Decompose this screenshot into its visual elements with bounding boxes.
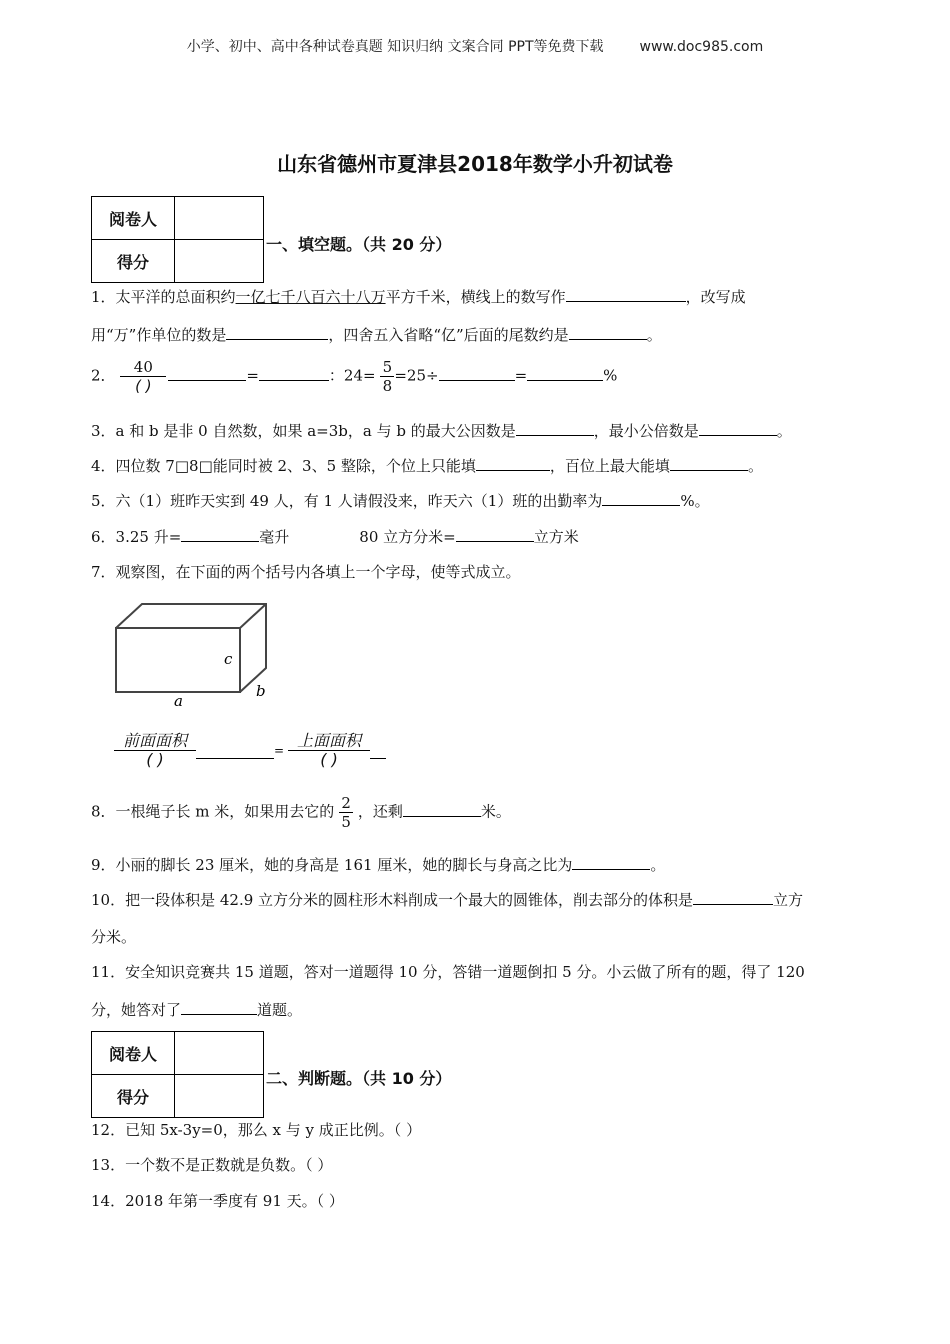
question-10-cont — [91, 927, 136, 947]
label-c: c — [224, 650, 233, 668]
q9-text-b: 。 — [650, 856, 666, 874]
q3-text-c: 。 — [776, 422, 792, 440]
answer-blank[interactable] — [476, 455, 550, 471]
answer-blank[interactable] — [527, 365, 603, 381]
q8-text-a: 8．一根绳子长 m 米，如果用去它的 — [91, 802, 335, 821]
answer-blank[interactable] — [516, 420, 594, 436]
question-5 — [91, 490, 710, 511]
answer-blank[interactable] — [456, 526, 534, 542]
score-box-cell — [175, 240, 264, 283]
answer-blank[interactable] — [226, 324, 328, 340]
answer-blank[interactable] — [370, 743, 386, 759]
label-a: a — [174, 692, 183, 708]
q10-text-b: 立方 — [773, 891, 804, 909]
numerator: 2 — [339, 794, 353, 813]
question-12: 12．已知 5x-3y=0，那么 x 与 y 成正比例。（ ） — [91, 1121, 422, 1139]
cuboid-edge — [240, 604, 266, 628]
cuboid-figure — [108, 600, 278, 708]
question-2 — [91, 358, 617, 395]
numerator: 40 — [120, 358, 166, 377]
q7-equation — [114, 732, 386, 769]
q6-text-d: 立方米 — [533, 528, 579, 546]
answer-blank[interactable] — [439, 365, 515, 381]
score-box-cell — [175, 1032, 264, 1075]
question-4 — [91, 455, 763, 476]
q7-text: 7．观察图，在下面的两个括号内各填上一个字母，使等式成立。 — [91, 563, 521, 581]
q2-fraction-2 — [380, 358, 394, 395]
answer-blank[interactable] — [670, 455, 748, 471]
q8-fraction — [339, 794, 353, 831]
q1-text: 1．太平洋的总面积约 — [91, 288, 236, 306]
q1-text-b: 平方千米，横线上的数写作 — [385, 288, 566, 306]
q2-pct: % — [603, 366, 618, 385]
label-b: b — [256, 682, 266, 700]
score-box-label-reviewer: 阅卷人 — [92, 1032, 175, 1075]
denominator: ( ) — [146, 750, 164, 769]
question-11-cont — [91, 999, 302, 1020]
question-6 — [91, 526, 579, 547]
denominator: ( ) — [135, 377, 152, 395]
q5-text-b: %。 — [680, 492, 710, 510]
denominator: ( ) — [320, 750, 338, 769]
score-box-label-score: 得分 — [92, 1075, 175, 1118]
page-title: 山东省德州市夏津县2018年数学小升初试卷 — [277, 152, 673, 176]
q4-text-b: ，百位上最大能填 — [549, 457, 670, 475]
question-13: 13．一个数不是正数就是负数。（ ） — [91, 1156, 333, 1174]
q3-text-b: ，最小公倍数是 — [593, 422, 699, 440]
page-header — [0, 36, 950, 56]
numerator: 5 — [380, 358, 394, 377]
question-14: 14．2018 年第一季度有 91 天。（ ） — [91, 1192, 344, 1210]
question-7 — [91, 562, 521, 582]
answer-blank[interactable] — [181, 999, 257, 1015]
q4-text: 4．四位数 7□8□能同时被 2、3、5 整除，个位上只能填 — [91, 457, 476, 475]
numerator: 前面面积 — [114, 732, 196, 751]
answer-blank[interactable] — [693, 889, 773, 905]
q7-fraction-top — [288, 732, 370, 769]
q9-text: 9．小丽的脚长 23 厘米，她的身高是 161 厘米，她的脚长与身高之比为 — [91, 856, 573, 874]
denominator: 5 — [341, 813, 351, 831]
score-box-label-reviewer: 阅卷人 — [92, 197, 175, 240]
q1-text-e: ，四舍五入省略“亿”后面的尾数约是 — [328, 326, 569, 344]
q2-number: 2． — [91, 366, 116, 385]
q6-text-b: 毫升 — [259, 528, 290, 546]
answer-blank[interactable] — [572, 854, 650, 870]
section-2-title: 二、判断题。（共 10 分） — [266, 1069, 452, 1088]
q1-text-d: 用“万”作单位的数是 — [91, 326, 227, 344]
denominator: 8 — [382, 377, 393, 395]
question-11 — [91, 962, 805, 982]
cuboid-edges — [116, 604, 266, 692]
q10-text-a: 10．把一段体积是 42.9 立方分米的圆柱形木料削成一个最大的圆锥体，削去部分的体积是 — [91, 891, 694, 909]
equals-sign: = — [274, 743, 285, 758]
q11-text-b: 分，她答对了 — [91, 1001, 182, 1019]
cuboid-front-face — [116, 628, 240, 692]
section-1-title: 一、填空题。（共 20 分） — [266, 235, 452, 254]
q2-fraction-1 — [120, 358, 166, 395]
question-1 — [91, 286, 746, 307]
answer-blank[interactable] — [569, 324, 647, 340]
answer-blank[interactable] — [181, 526, 259, 542]
question-1-cont — [91, 324, 662, 345]
score-box-2 — [91, 1031, 264, 1118]
q7-fraction-front — [114, 732, 196, 769]
q11-text-a: 11．安全知识竞赛共 15 道题，答对一道题得 10 分，答错一道题倒扣 5 分。小云做了所有的题，得了 120 — [91, 963, 805, 981]
header-url: www.doc985.com — [639, 39, 764, 55]
answer-blank[interactable] — [566, 286, 686, 302]
score-box-1 — [91, 196, 264, 283]
numerator: 上面面积 — [288, 732, 370, 751]
score-box-cell — [175, 197, 264, 240]
answer-blank[interactable] — [196, 743, 274, 759]
q8-text-c: 米。 — [480, 802, 511, 821]
question-10 — [91, 889, 803, 910]
q8-text-b: ，还剩 — [357, 802, 403, 821]
question-9 — [91, 854, 665, 875]
q2-colon: ：24= — [328, 366, 376, 385]
q6-text-c: 80 立方分米= — [359, 528, 456, 546]
q4-text-c: 。 — [747, 457, 763, 475]
score-box-label-score: 得分 — [92, 240, 175, 283]
answer-blank[interactable] — [699, 420, 777, 436]
q2-eq3: = — [514, 366, 528, 385]
q11-text-c: 道题。 — [257, 1001, 303, 1019]
answer-blank[interactable] — [259, 365, 329, 381]
q10-text-c: 分米。 — [91, 928, 137, 946]
q2-eq2: =25÷ — [394, 366, 439, 385]
answer-blank[interactable] — [168, 365, 246, 381]
q3-text: 3．a 和 b 是非 0 自然数，如果 a=3b，a 与 b 的最大公因数是 — [91, 422, 516, 440]
answer-blank[interactable] — [602, 490, 680, 506]
score-box-cell — [175, 1075, 264, 1118]
header-text: 小学、初中、高中各种试卷真题 知识归纳 文案合同 PPT等免费下载 — [186, 39, 604, 55]
answer-blank[interactable] — [403, 801, 481, 817]
q1-underlined: 一亿七千八百六十八万 — [235, 288, 386, 306]
q1-text-c: ，改写成 — [685, 288, 746, 306]
q6-text-a: 6．3.25 升= — [91, 528, 182, 546]
q5-text: 5．六（1）班昨天实到 49 人，有 1 人请假没来，昨天六（1）班的出勤率为 — [91, 492, 603, 510]
question-3 — [91, 420, 792, 441]
q1-text-f: 。 — [646, 326, 662, 344]
q2-eq: = — [246, 366, 259, 385]
question-8 — [91, 794, 511, 831]
